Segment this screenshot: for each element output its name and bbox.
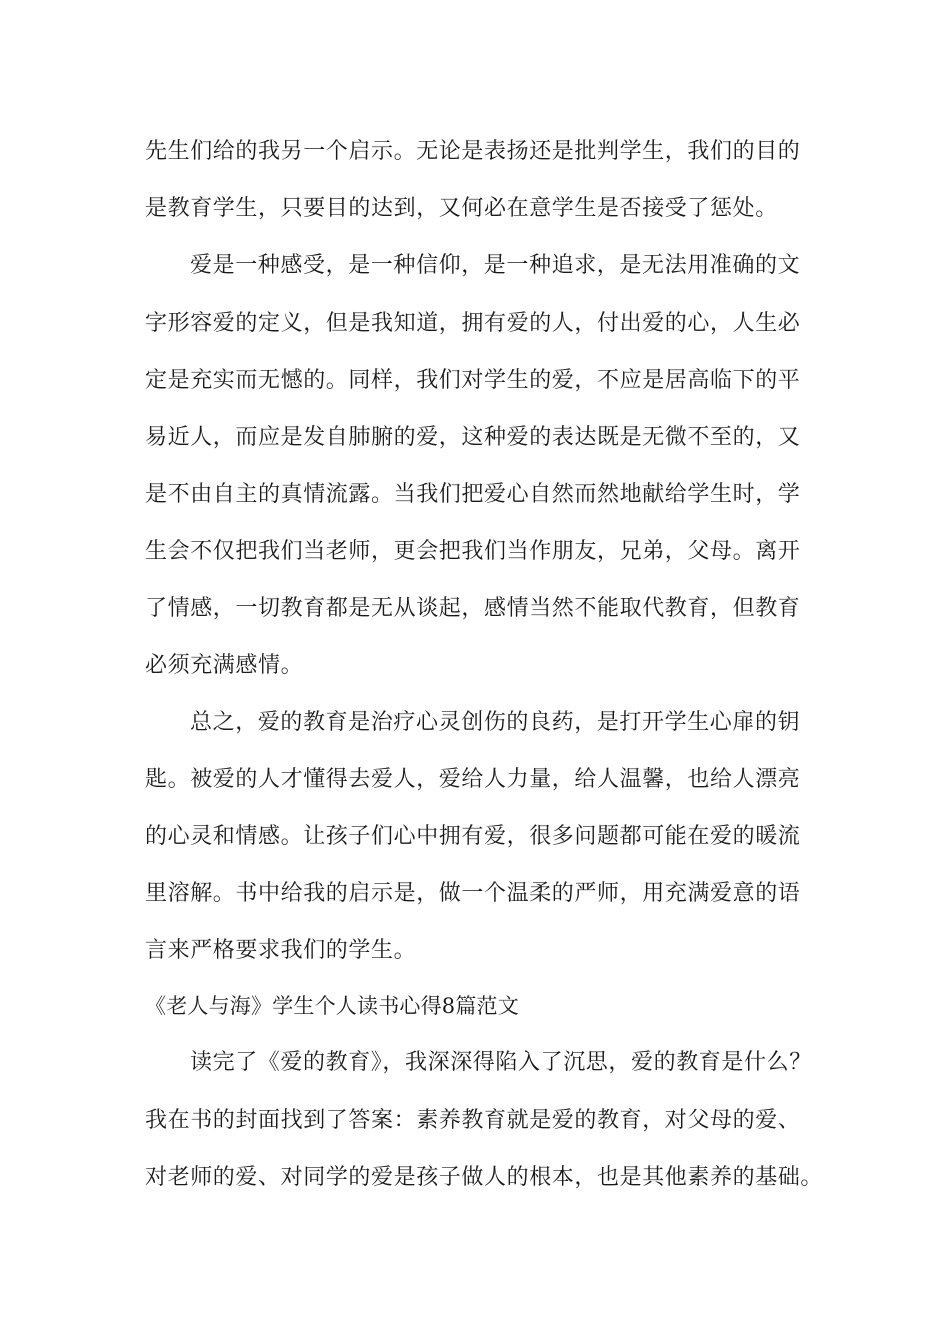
paragraph-line: 必须充满感情。 — [145, 653, 304, 678]
paragraph-line: 的心灵和情感。让孩子们心中拥有爱，很多问题都可能在爱的暖流 — [145, 824, 801, 849]
paragraph-line: 匙。被爱的人才懂得去爱人，爱给人力量，给人温馨，也给人漂亮 — [145, 767, 801, 792]
paragraph-line: 对老师的爱、对同学的爱是孩子做人的根本，也是其他素养的基础。 — [145, 1165, 824, 1190]
paragraph-line: 里溶解。书中给我的启示是，做一个温柔的严师，用充满爱意的语 — [145, 881, 801, 906]
paragraph-line: 爱是一种感受，是一种信仰，是一种追求，是无法用准确的文 — [190, 253, 801, 278]
paragraph-line: 生会不仅把我们当老师，更会把我们当作朋友，兄弟，父母。离开 — [145, 539, 801, 564]
paragraph-line: 言来严格要求我们的学生。 — [145, 938, 417, 963]
paragraph-line: 了情感，一切教育都是无从谈起，感情当然不能取代教育，但教育 — [145, 596, 801, 621]
paragraph-line: 是教育学生，只要目的达到，又何必在意学生是否接受了惩处。 — [145, 196, 778, 221]
paragraph-line: 是不由自主的真情流露。当我们把爱心自然而然地献给学生时，学 — [145, 482, 801, 507]
paragraph-line: 总之，爱的教育是治疗心灵创伤的良药，是打开学生心扉的钥 — [190, 710, 801, 735]
paragraph-line: 读完了《爱的教育》，我深深得陷入了沉思，爱的教育是什么？ — [190, 1050, 812, 1075]
paragraph-line: 字形容爱的定义，但是我知道，拥有爱的人，付出爱的心，人生必 — [145, 311, 801, 336]
paragraph-line: 易近人，而应是发自肺腑的爱，这种爱的表达既是无微不至的，又 — [145, 425, 801, 450]
article-title: 《老人与海》学生个人读书心得8篇范文 — [145, 994, 519, 1018]
paragraph-line: 我在书的封面找到了答案：素养教育就是爱的教育，对父母的爱、 — [145, 1108, 801, 1133]
paragraph-line: 先生们给的我另一个启示。无论是表扬还是批判学生，我们的目的 — [145, 139, 801, 164]
paragraph-line: 定是充实而无憾的。同样，我们对学生的爱，不应是居高临下的平 — [145, 368, 801, 393]
